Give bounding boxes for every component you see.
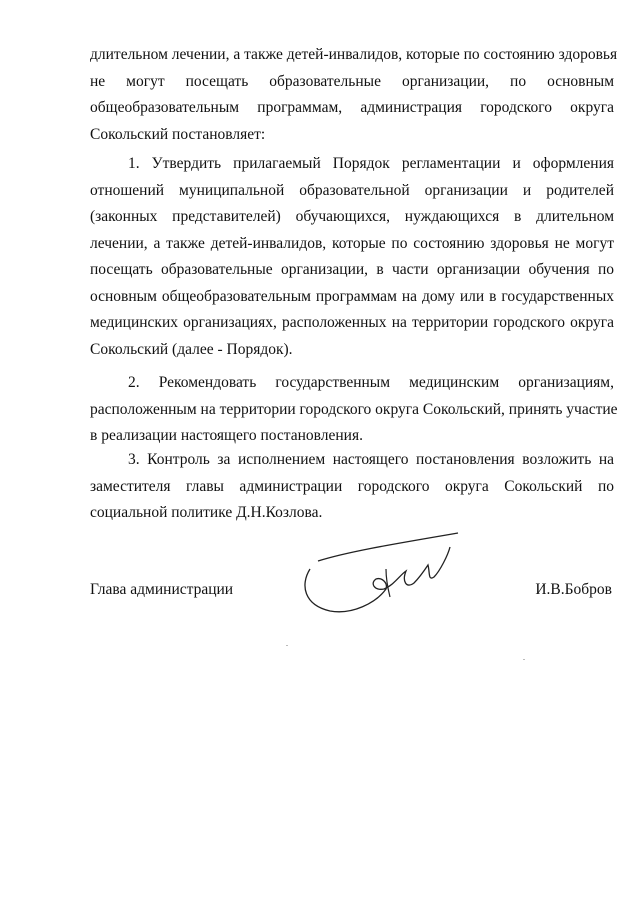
text-line: общеобразовательным программам, администрация городского округа (90, 99, 614, 116)
text-line: расположенным на территории городского округа Сокольский, принять участие (90, 400, 618, 418)
text-line: 1. Утвердить прилагаемый Порядок регламентации и оформления (128, 155, 614, 172)
text-line: медицинских организациях, расположенных на территории городского округа (90, 314, 614, 331)
text-line: посещать образовательные организации, в части организации обучения по (90, 261, 614, 278)
scan-speck (286, 645, 288, 646)
paragraph-item-3 (90, 447, 614, 527)
text-line: лечении, а также детей-инвалидов, которые по состоянию здоровья не могут (90, 234, 614, 252)
text-line: отношений муниципальной образовательной организации и родителей (90, 181, 614, 199)
text-line: 3. Контроль за исполнением настоящего постановления возложить на (128, 451, 614, 468)
signatory-name: И.В.Бобров (535, 581, 612, 598)
handwritten-signature (290, 525, 480, 625)
paragraph-preamble (90, 42, 618, 148)
scan-speck (523, 659, 525, 660)
text-line: в реализации настоящего постановления. (90, 427, 363, 444)
text-line: Сокольский (далее - Порядок). (90, 340, 293, 358)
paragraph-item-1 (90, 151, 614, 363)
paragraph-item-2 (90, 370, 618, 450)
text-line: основным общеобразовательным программам на дому или в государственных (90, 287, 614, 305)
text-line: заместителя главы администрации городского округа Сокольский по (90, 477, 614, 495)
text-line: длительном лечении, а также детей-инвалидов, которые по состоянию здоровья (90, 46, 618, 63)
text-line: (законных представителей) обучающихся, нуждающихся в длительном (90, 208, 614, 225)
text-line: не могут посещать образовательные организации, по основным (90, 72, 614, 90)
signatory-title: Глава администрации (90, 581, 234, 598)
text-line: Сокольский постановляет: (90, 125, 266, 143)
text-line: социальной политике Д.Н.Козлова. (90, 504, 323, 521)
text-line: 2. Рекомендовать государственным медицинским организациям, (128, 374, 614, 391)
